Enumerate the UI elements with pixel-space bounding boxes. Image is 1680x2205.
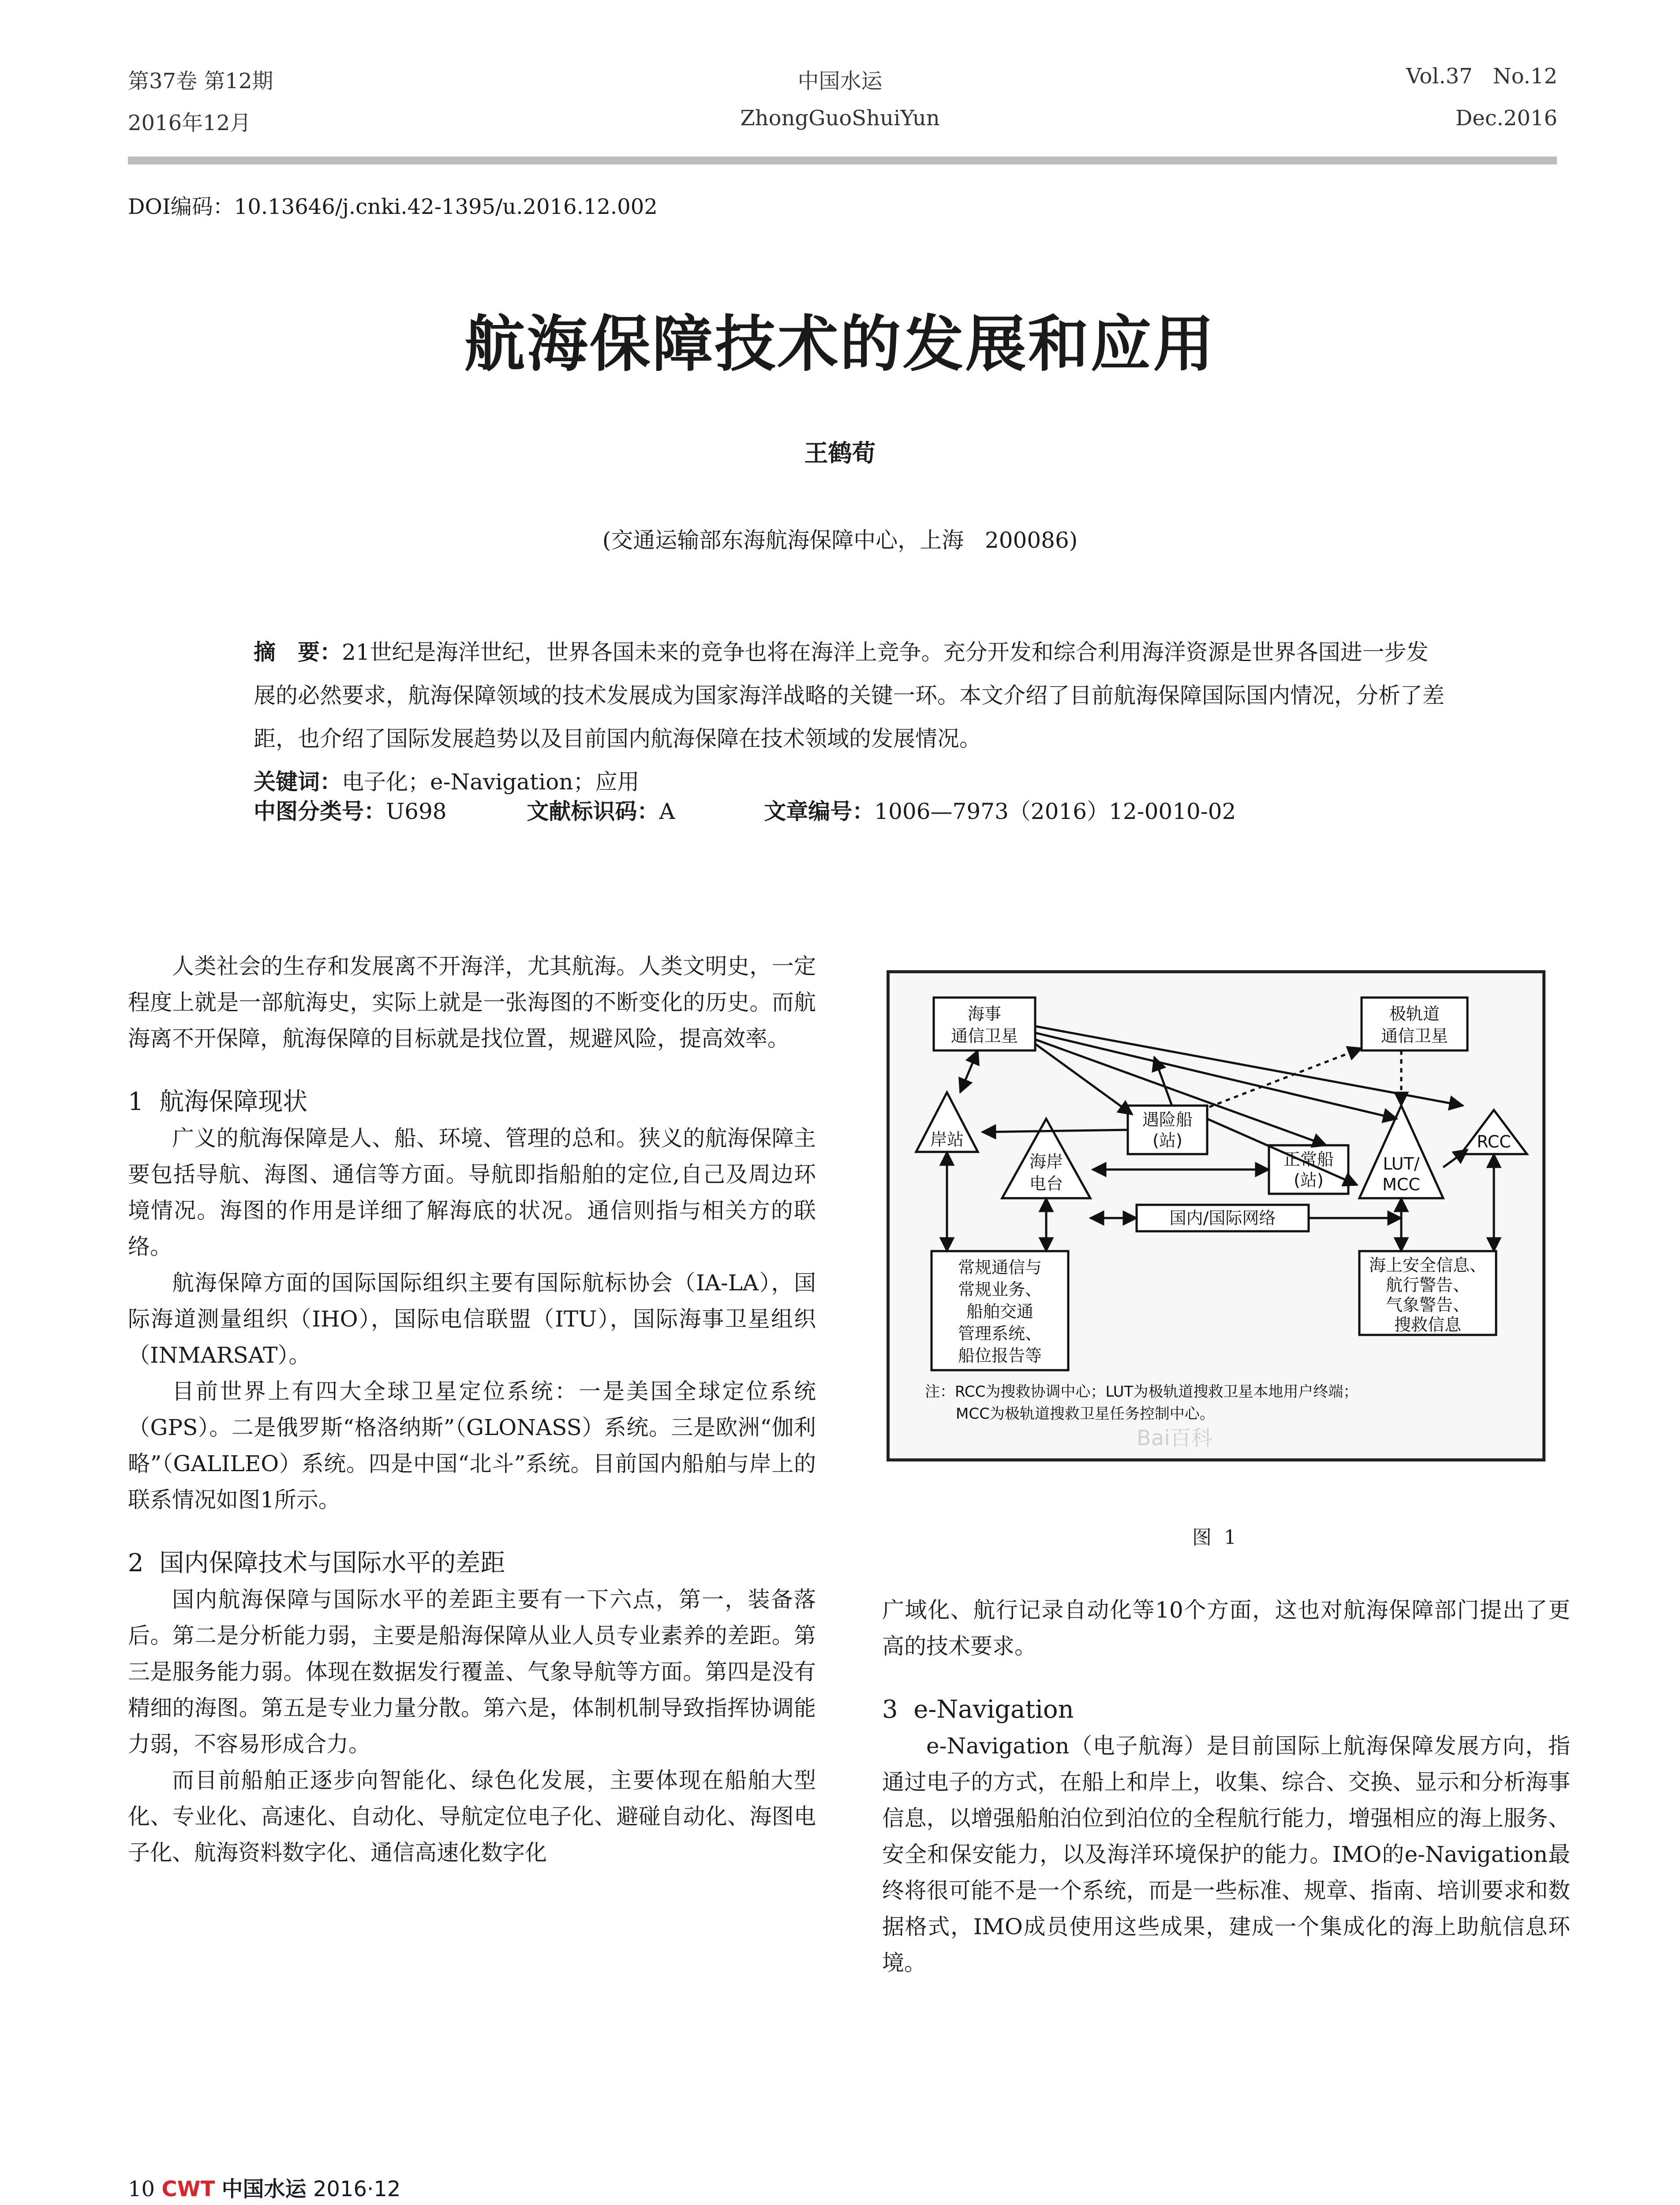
section-3-heading: 3 e-Navigation	[882, 1695, 1074, 1724]
coast-radio-label-2: 电台	[1029, 1174, 1063, 1193]
safety-info-line-3: 气象警告、	[1385, 1295, 1470, 1315]
section-1-paragraph-3: 目前世界上有四大全球卫星定位系统：一是美国全球定位系统（GPS）。二是俄罗斯“格洛纳斯”（GLONASS）系统。三是欧洲“伽利略”（GALILEO）系统。四是中国“北斗”系统。目前国内船舶与岸上的联系情况如图1所示。	[128, 1379, 816, 1513]
abstract	[254, 631, 1444, 804]
lut-mcc-label-2: MCC	[1382, 1175, 1420, 1194]
abstract-label: 摘 要：	[254, 639, 342, 665]
polar-satellite-label-2: 通信卫星	[1381, 1026, 1448, 1046]
maritime-satellite-label-1: 海事	[967, 1004, 1002, 1024]
author: 王鹤荀	[804, 439, 876, 467]
section-3-paragraph-1: e-Navigation（电子航海）是目前国际上航海保障发展方向，指通过电子的方式，在船上和岸上，收集、综合、交换、显示和分析海事信息，以增强船舶泊位到泊位的全程航行能力，增强相应的海上服务、安全和保安能力，以及海洋环境保护的能力。IMO的e-Navigation最终将很可能不是一个系统，而是一些标准、规章、指南、培训要求和数据格式，IMO成员使用这些成果，建成一个集成化的海上助航信息环境。	[882, 1733, 1570, 1976]
doc-code-label: 文献标识码：	[527, 799, 659, 824]
keywords: 电子化；e-Navigation；应用	[342, 769, 640, 795]
intro-paragraph: 人类社会的生存和发展离不开海洋，尤其航海。人类文明史，一定程度上就是一部航海史，实际上就是一张海图的不断变化的历史。而航海离不开保障，航海保障的目标就是找位置，规避风险，提高效率。	[128, 953, 816, 1051]
polar-satellite-label-1: 极轨道	[1389, 1004, 1440, 1024]
article-no-label: 文章编号：	[764, 799, 875, 824]
continuation-paragraph: 广域化、航行记录自动化等10个方面，这也对航海保障部门提出了更高的技术要求。	[882, 1597, 1570, 1659]
footer	[128, 2172, 400, 2202]
header-journal-cn: 中国水运	[797, 69, 883, 93]
figure-1-caption: 图 1	[1192, 1526, 1236, 1549]
header-volume: 第37卷 第12期	[128, 69, 273, 93]
conventional-comms-line-2: 常规业务、	[958, 1280, 1042, 1299]
footer-issue: 2016·12	[313, 2177, 401, 2201]
network-label: 国内/国际网络	[1169, 1208, 1276, 1228]
header-date-cn: 2016年12月	[128, 111, 251, 135]
header-journal-pinyin: ZhongGuoShuiYun	[740, 106, 940, 131]
header-rule	[128, 157, 1557, 164]
affiliation: (交通运输部东海航海保障中心，上海 200086)	[602, 527, 1078, 553]
safety-info-line-1: 海上安全信息、	[1369, 1256, 1487, 1275]
distress-ship-label-1: 遇险船	[1142, 1110, 1193, 1129]
section-1-heading: 1 航海保障现状	[128, 1088, 308, 1116]
distress-ship-label-2: (站)	[1152, 1131, 1182, 1150]
section-1-paragraph-1: 广义的航海保障是人、船、环境、管理的总和。狭义的航海保障主要包括导航、海图、通信等方面。导航即指船舶的定位,自己及周边环境情况。海图的作用是详细了解海底的状况。通信则指与相关方的联络。	[128, 1125, 816, 1259]
maritime-satellite-label-2: 通信卫星	[950, 1026, 1018, 1046]
article-title: 航海保障技术的发展和应用	[464, 308, 1216, 380]
keywords-label: 关键词：	[254, 769, 342, 795]
coast-radio-label-1: 海岸	[1029, 1152, 1063, 1171]
normal-ship-label-2: (站)	[1294, 1170, 1324, 1190]
article-no-value: 1006—7973（2016）12-0010-02	[874, 799, 1236, 824]
safety-info-line-4: 搜救信息	[1394, 1315, 1462, 1334]
header-date-en: Dec.2016	[1455, 106, 1557, 131]
left-column	[128, 948, 816, 1871]
doi[interactable]: DOI编码：10.13646/j.cnki.42-1395/u.2016.12.002	[128, 194, 658, 219]
figure-note-line-2: MCC为极轨道搜救卫星任务控制中心。	[956, 1405, 1215, 1423]
abstract-text: 21世纪是海洋世纪，世界各国未来的竞争也将在海洋上竞争。充分开发和综合利用海洋资源是世界各国进一步发展的必然要求，航海保障领域的技术发展成为国家海洋战略的关键一环。本文介绍了目前航海保障国际国内情况，分析了差距，也介绍了国际发展趋势以及目前国内航海保障在技术领域的发展情况。	[254, 639, 1444, 751]
figure-note-line-1: 注：RCC为搜救协调中心；LUT为极轨道搜救卫星本地用户终端；	[925, 1383, 1358, 1401]
right-column	[882, 1592, 1570, 1981]
classification-line	[254, 794, 1236, 826]
section-1-paragraph-2: 航海保障方面的国际国际组织主要有国际航标协会（IA-LA），国际海道测量组织（IHO），国际电信联盟（ITU），国际海事卫星组织（INMARSAT）。	[128, 1270, 816, 1368]
conventional-comms-line-3: 船舶交通	[966, 1302, 1034, 1321]
clc-label: 中图分类号：	[254, 799, 386, 824]
normal-ship-label-1: 正常船	[1283, 1150, 1334, 1169]
safety-info-line-2: 航行警告、	[1385, 1275, 1470, 1295]
shore-station-label: 岸站	[930, 1130, 964, 1149]
rcc-label: RCC	[1477, 1132, 1511, 1151]
watermark: Bai百科	[1137, 1426, 1212, 1450]
conventional-comms-line-1: 常规通信与	[958, 1258, 1042, 1277]
clc-value: U698	[386, 799, 447, 824]
lut-mcc-label-1: LUT/	[1383, 1154, 1420, 1174]
cwt-logo: CWT	[161, 2177, 215, 2201]
conventional-comms-line-4: 管理系统、	[958, 1324, 1042, 1343]
doc-code-value: A	[659, 799, 675, 824]
footer-journal: 中国水运	[221, 2177, 307, 2201]
conventional-comms-line-5: 船位报告等	[958, 1346, 1042, 1365]
header-volume-en: Vol.37 No.12	[1406, 64, 1557, 89]
figure-1	[887, 970, 1545, 1461]
section-2-paragraph-1: 国内航海保障与国际水平的差距主要有一下六点，第一，装备落后。第二是分析能力弱，主要是船海保障从业人员专业素养的差距。第三是服务能力弱。体现在数据发行覆盖、气象导航等方面。第四是没有精细的海图。第五是专业力量分散。第六是，体制机制导致指挥协调能力弱，不容易形成合力。	[128, 1587, 816, 1757]
section-2-paragraph-2: 而目前船舶正逐步向智能化、绿色化发展，主要体现在船舶大型化、专业化、高速化、自动化、导航定位电子化、避碰自动化、海图电子化、航海资料数字化、通信高速化数字化	[128, 1768, 816, 1865]
section-2-heading: 2 国内保障技术与国际水平的差距	[128, 1549, 505, 1577]
figure-1-diagram	[890, 973, 1542, 1458]
page-number: 10	[128, 2177, 155, 2201]
